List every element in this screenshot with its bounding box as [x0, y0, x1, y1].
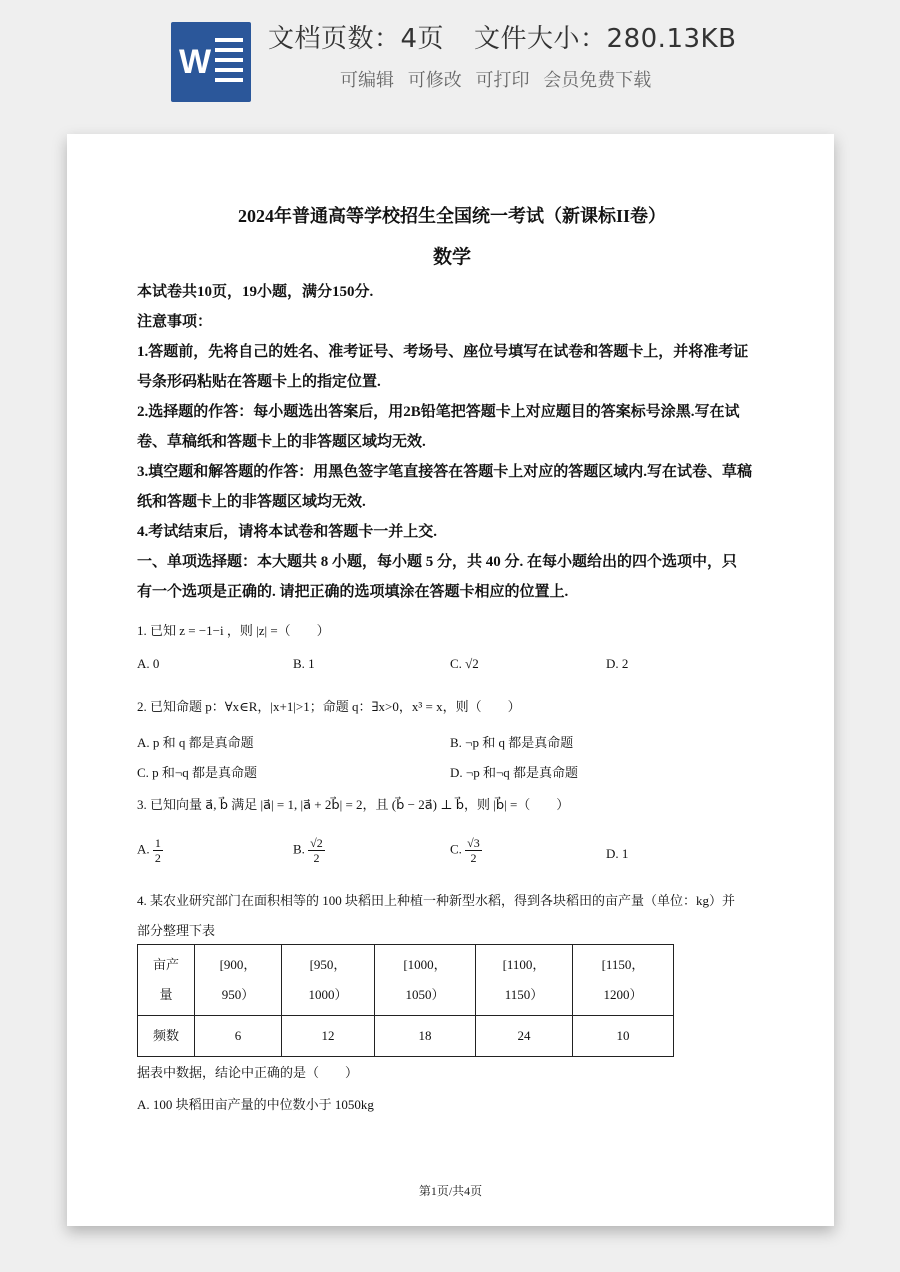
feature-member-free: 会员免费下载	[543, 70, 652, 91]
q1-option-b: B. 1	[293, 656, 315, 671]
section-1-line-1: 一、单项选择题：本大题共 8 小题，每小题 5 分，共 40 分. 在每小题给出的四个选项中，只	[137, 554, 738, 570]
q1-option-c: C. √2	[450, 656, 479, 671]
notice-1-line-2: 号条形码粘贴在答题卡上的指定位置.	[137, 374, 381, 390]
notice-heading: 注意事项：	[137, 314, 213, 330]
question-1-stem: 1. 已知 z = −1−i ，则 |z| =（ ）	[137, 623, 330, 638]
table-header-cell: 亩产 量	[138, 945, 195, 1016]
table-count-cell: 18	[375, 1016, 476, 1057]
table-bin-cell: [900， 950）	[195, 945, 282, 1016]
page-footer: 第1页/共4页	[418, 1184, 483, 1198]
q3-option-c	[450, 836, 482, 865]
table-count-cell: 10	[573, 1016, 674, 1057]
section-1-line-2: 有一个选项是正确的. 请把正确的选项填涂在答题卡相应的位置上.	[137, 584, 569, 600]
q1-option-a: A. 0	[137, 656, 160, 671]
q1-option-d: D. 2	[606, 656, 629, 671]
q2-option-a: A. p 和 q 都是真命题	[137, 735, 254, 750]
download-banner	[0, 0, 900, 120]
q3-option-a-label: A.	[137, 841, 150, 857]
q4-option-a: A. 100 块稻田亩产量的中位数小于 1050kg	[137, 1097, 374, 1112]
table-count-cell: 24	[476, 1016, 573, 1057]
table-row	[138, 1016, 674, 1057]
question-4-stem-line-1: 4. 某农业研究部门在面积相等的 100 块稻田上种植一种新型水稻，得到各块稻田的亩产量（单位：kg）并	[137, 893, 736, 908]
q3-option-c-fraction: $\frac{√3}{2}$	[467, 836, 480, 865]
feature-editable: 可编辑	[340, 70, 394, 91]
notice-3-line-2: 纸和答题卡上的非答题区域均无效.	[137, 494, 366, 510]
table-count-cell: 6	[195, 1016, 282, 1057]
notice-3-line-1: 3.填空题和解答题的作答：用黑色签字笔直接答在答题卡上对应的答题区域内.写在试卷、草稿	[137, 464, 753, 480]
q3-option-b-fraction: $\frac{√2}{2}$	[310, 836, 323, 865]
notice-1-line-1: 1.答题前，先将自己的姓名、准考证号、考场号、座位号填写在试卷和答题卡上，并将准考证	[137, 344, 749, 360]
exam-subject: 数学	[432, 247, 471, 268]
document-page	[67, 134, 834, 1226]
file-size: 文件大小：280.13KB	[474, 24, 737, 54]
table-count-label: 频数	[138, 1016, 195, 1057]
q3-option-b	[293, 836, 325, 865]
feature-modifiable: 可修改	[407, 70, 462, 91]
table-bin-cell: [1000， 1050）	[375, 945, 476, 1016]
word-icon-letter: W	[179, 43, 212, 81]
q3-option-d: D. 1	[606, 846, 629, 861]
file-info	[268, 18, 736, 55]
word-document-icon	[171, 22, 251, 102]
q3-option-c-label: C.	[450, 841, 462, 857]
yield-table	[137, 944, 674, 1057]
q3-option-a-fraction: $\frac{1}{2}$	[154, 836, 161, 865]
page-count: 文档页数：4页	[268, 24, 445, 54]
table-row	[138, 945, 674, 1016]
q3-option-b-label: B.	[293, 841, 305, 857]
question-4-prompt: 据表中数据，结论中正确的是（ ）	[137, 1065, 359, 1080]
q2-option-b: B. ¬p 和 q 都是真命题	[450, 735, 574, 750]
exam-intro: 本试卷共10页，19小题，满分150分.	[137, 284, 374, 300]
q2-option-d: D. ¬p 和¬q 都是真命题	[450, 765, 579, 780]
question-4-stem-line-2: 部分整理下表	[137, 923, 216, 938]
table-bin-cell: [950， 1000）	[282, 945, 375, 1016]
notice-2-line-1: 2.选择题的作答：每小题选出答案后，用2B铅笔把答题卡上对应题目的答案标号涂黑.写在试	[137, 404, 740, 420]
question-3-stem: 3. 已知向量 a⃗, b⃗ 满足 |a⃗| = 1, |a⃗ + 2b⃗| = 2，且 (b⃗ − 2a⃗) ⊥ b⃗，则 |b⃗| =（ ）	[137, 797, 570, 812]
exam-title: 2024年普通高等学校招生全国统一考试（新课标II卷）	[237, 206, 666, 226]
notice-2-line-2: 卷、草稿纸和答题卡上的非答题区域均无效.	[137, 434, 426, 450]
table-count-cell: 12	[282, 1016, 375, 1057]
table-bin-cell: [1150， 1200）	[573, 945, 674, 1016]
q2-option-c: C. p 和¬q 都是真命题	[137, 765, 258, 780]
feature-printable: 可打印	[475, 70, 530, 91]
notice-4: 4.考试结束后，请将本试卷和答题卡一并上交.	[137, 524, 438, 540]
q3-option-a	[137, 836, 163, 865]
table-bin-cell: [1100， 1150）	[476, 945, 573, 1016]
question-2-stem: 2. 已知命题 p：∀x∈R，|x+1|>1；命题 q：∃x>0，x³ = x，则（ ）	[137, 699, 521, 714]
feature-list	[340, 66, 659, 92]
